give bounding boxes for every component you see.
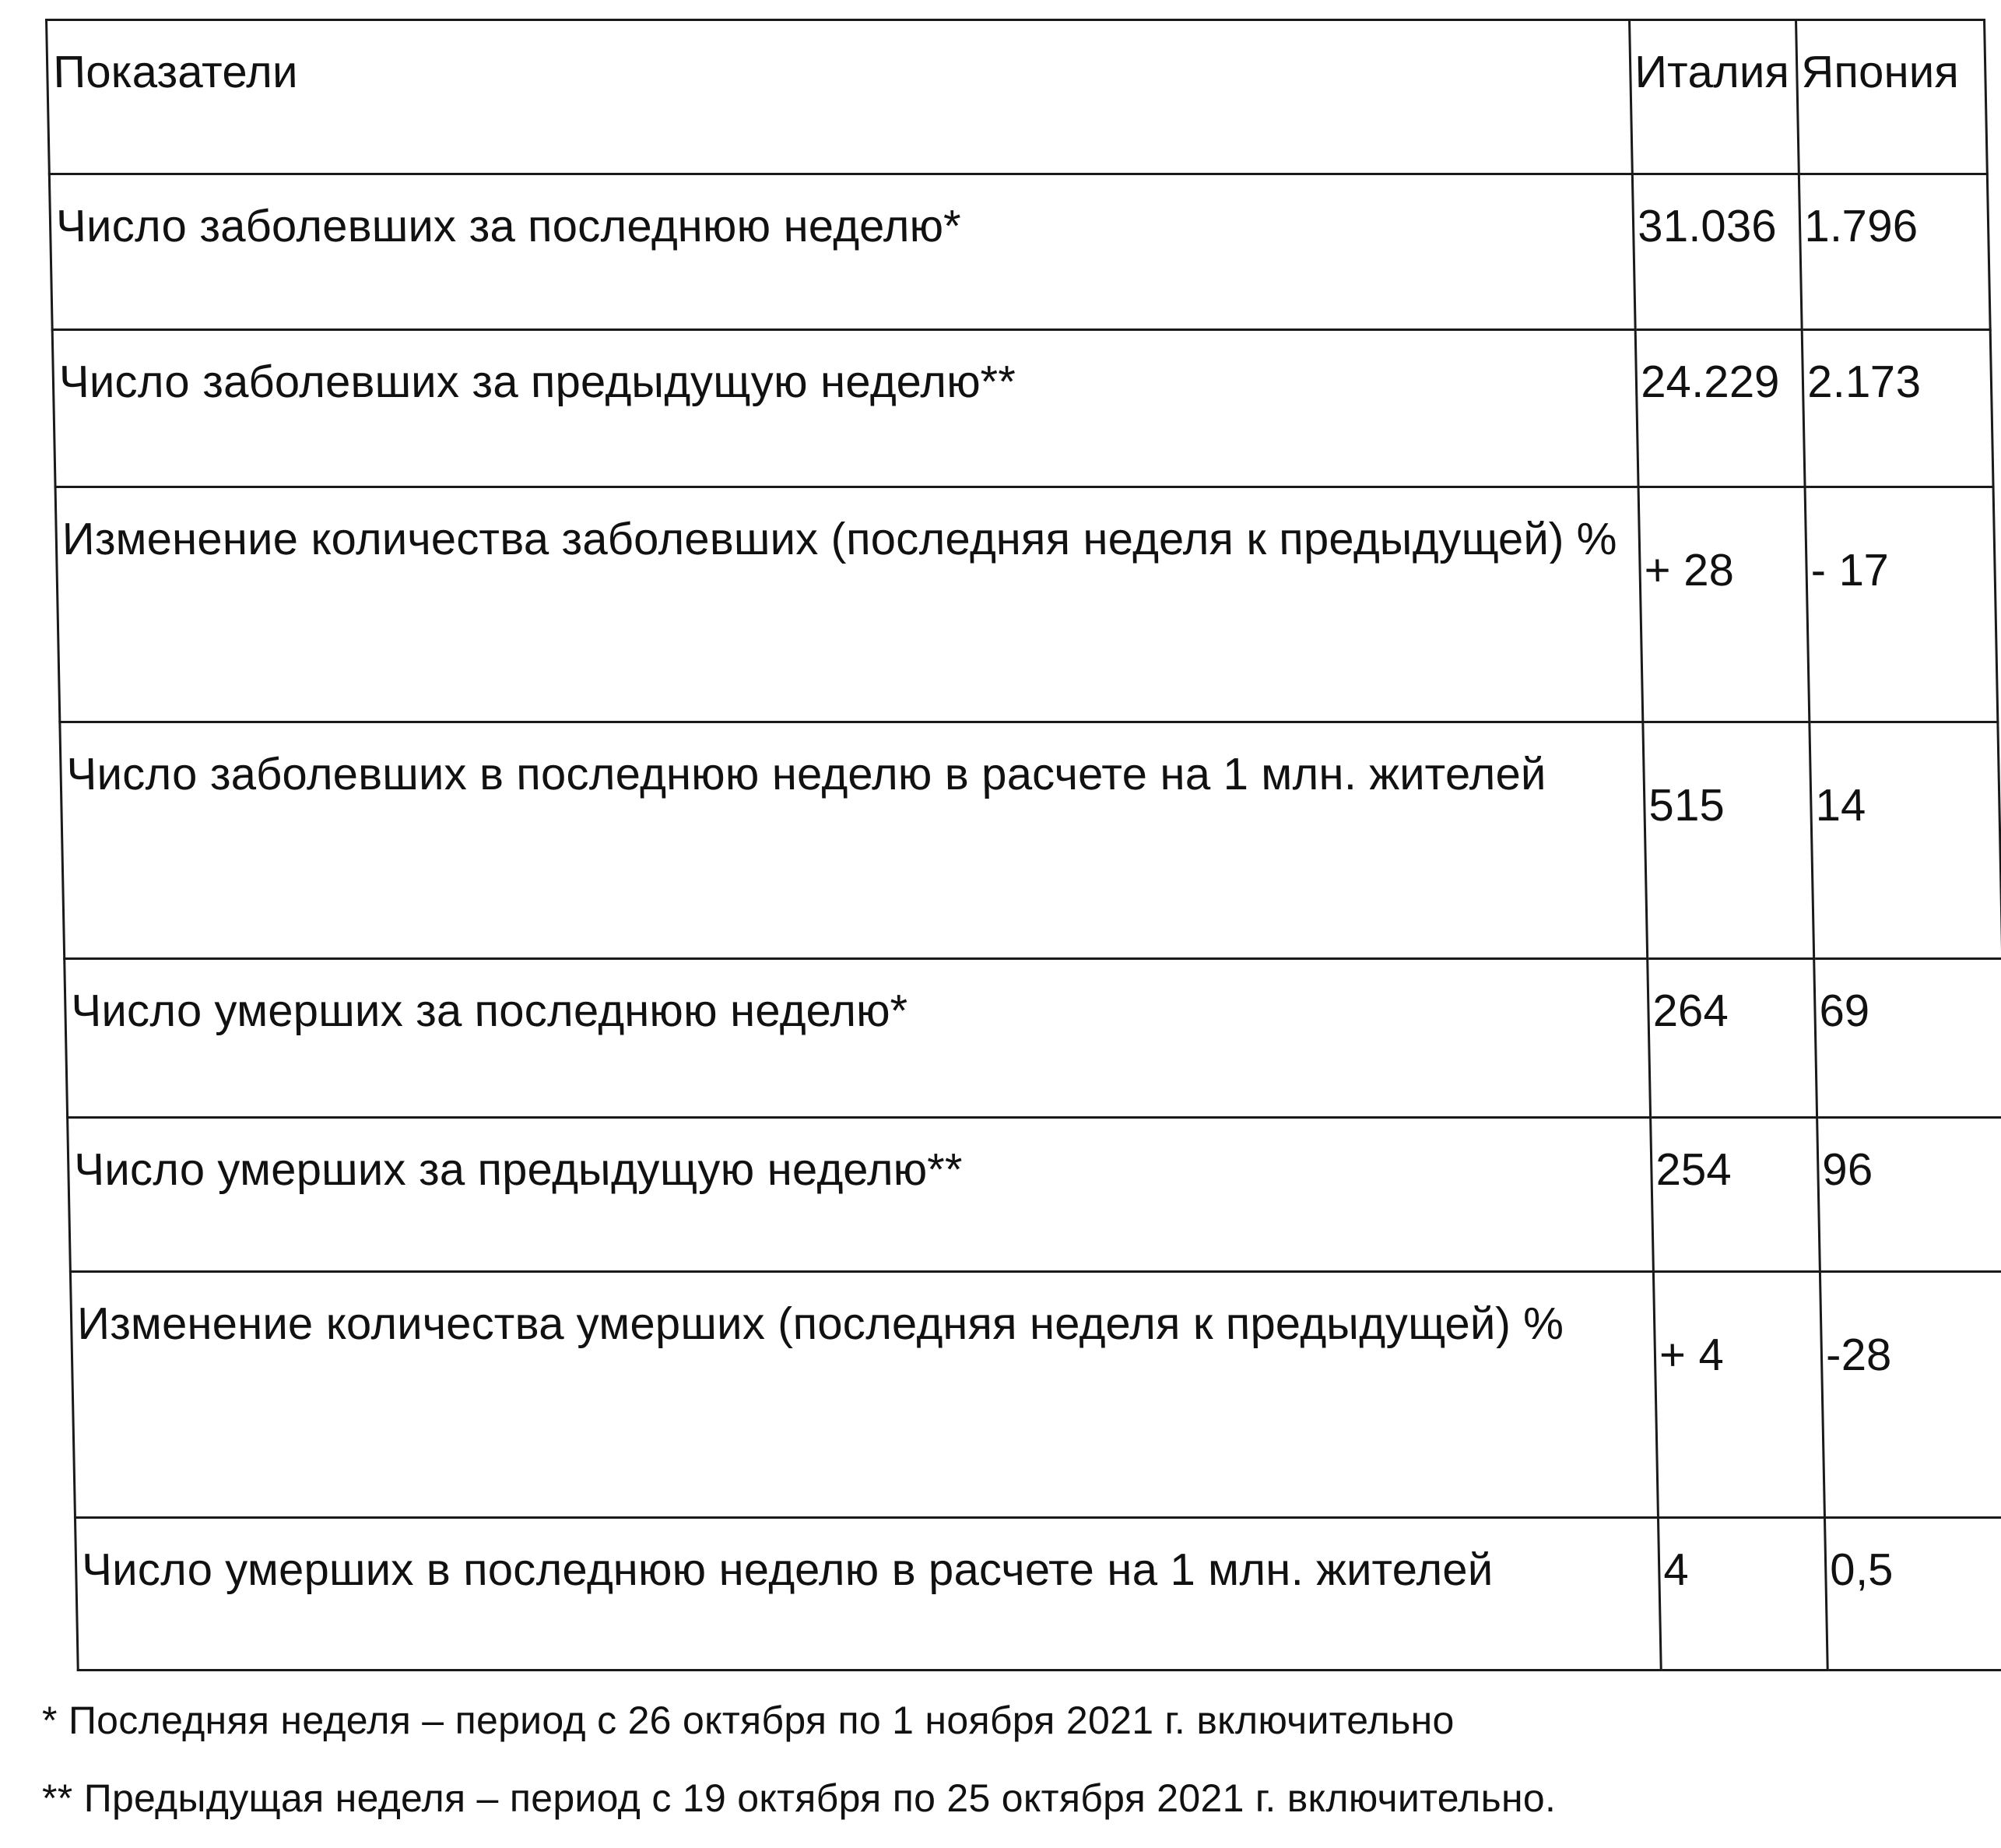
row-indicator: Число заболевших в последнюю неделю в расчете на 1 млн. жителей xyxy=(60,722,1648,959)
italy-value: + 4 xyxy=(1653,1272,1824,1518)
italy-value: 31.036 xyxy=(1632,174,1802,330)
italy-value: 254 xyxy=(1651,1118,1820,1272)
table-row xyxy=(70,1272,2001,1518)
row-indicator: Число заболевших за предыдущую неделю** xyxy=(52,330,1638,487)
row-indicator: Число умерших в последнюю неделю в расчете на 1 млн. жителей xyxy=(75,1518,1661,1671)
japan-value: 96 xyxy=(1817,1118,2001,1272)
table-header-row xyxy=(47,20,1988,174)
footnote-previous-week: ** Предыдущая неделя – период с 19 октября по 25 октября 2021 г. включительно. xyxy=(42,1776,1557,1820)
row-indicator: Число заболевших за последнюю неделю* xyxy=(49,174,1635,330)
italy-value: 515 xyxy=(1643,722,1814,959)
japan-value: 69 xyxy=(1814,959,2001,1118)
table-row xyxy=(60,722,2001,959)
header-indicator: Показатели xyxy=(47,20,1633,174)
table-row xyxy=(49,174,1990,330)
row-indicator: Число умерших за предыдущую неделю** xyxy=(68,1118,1654,1272)
table-row xyxy=(65,959,2001,1118)
italy-value: 264 xyxy=(1648,959,1817,1118)
table-row xyxy=(52,330,1993,487)
italy-value: + 28 xyxy=(1638,487,1810,722)
covid-stats-table xyxy=(45,19,2001,1671)
japan-value: 1.796 xyxy=(1799,174,1990,330)
japan-value: - 17 xyxy=(1805,487,1998,722)
table-row xyxy=(68,1118,2001,1272)
japan-value: 2.173 xyxy=(1802,330,1993,487)
table-row xyxy=(55,487,1998,722)
table-row xyxy=(75,1518,2001,1671)
row-indicator: Изменение количества умерших (последняя неделя к предыдущей) % xyxy=(70,1272,1658,1518)
japan-value: 0,5 xyxy=(1824,1518,2001,1671)
japan-value: -28 xyxy=(1820,1272,2001,1518)
header-italy: Италия xyxy=(1630,20,1799,174)
footnote-last-week: * Последняя неделя – период с 26 октября по 1 ноября 2021 г. включительно xyxy=(42,1699,1455,1742)
italy-value: 4 xyxy=(1658,1518,1827,1671)
header-japan: Япония xyxy=(1796,20,1988,174)
italy-value: 24.229 xyxy=(1635,330,1805,487)
row-indicator: Число умерших за последнюю неделю* xyxy=(65,959,1651,1118)
row-indicator: Изменение количества заболевших (последняя неделя к предыдущей) % xyxy=(55,487,1643,722)
japan-value: 14 xyxy=(1810,722,2001,959)
